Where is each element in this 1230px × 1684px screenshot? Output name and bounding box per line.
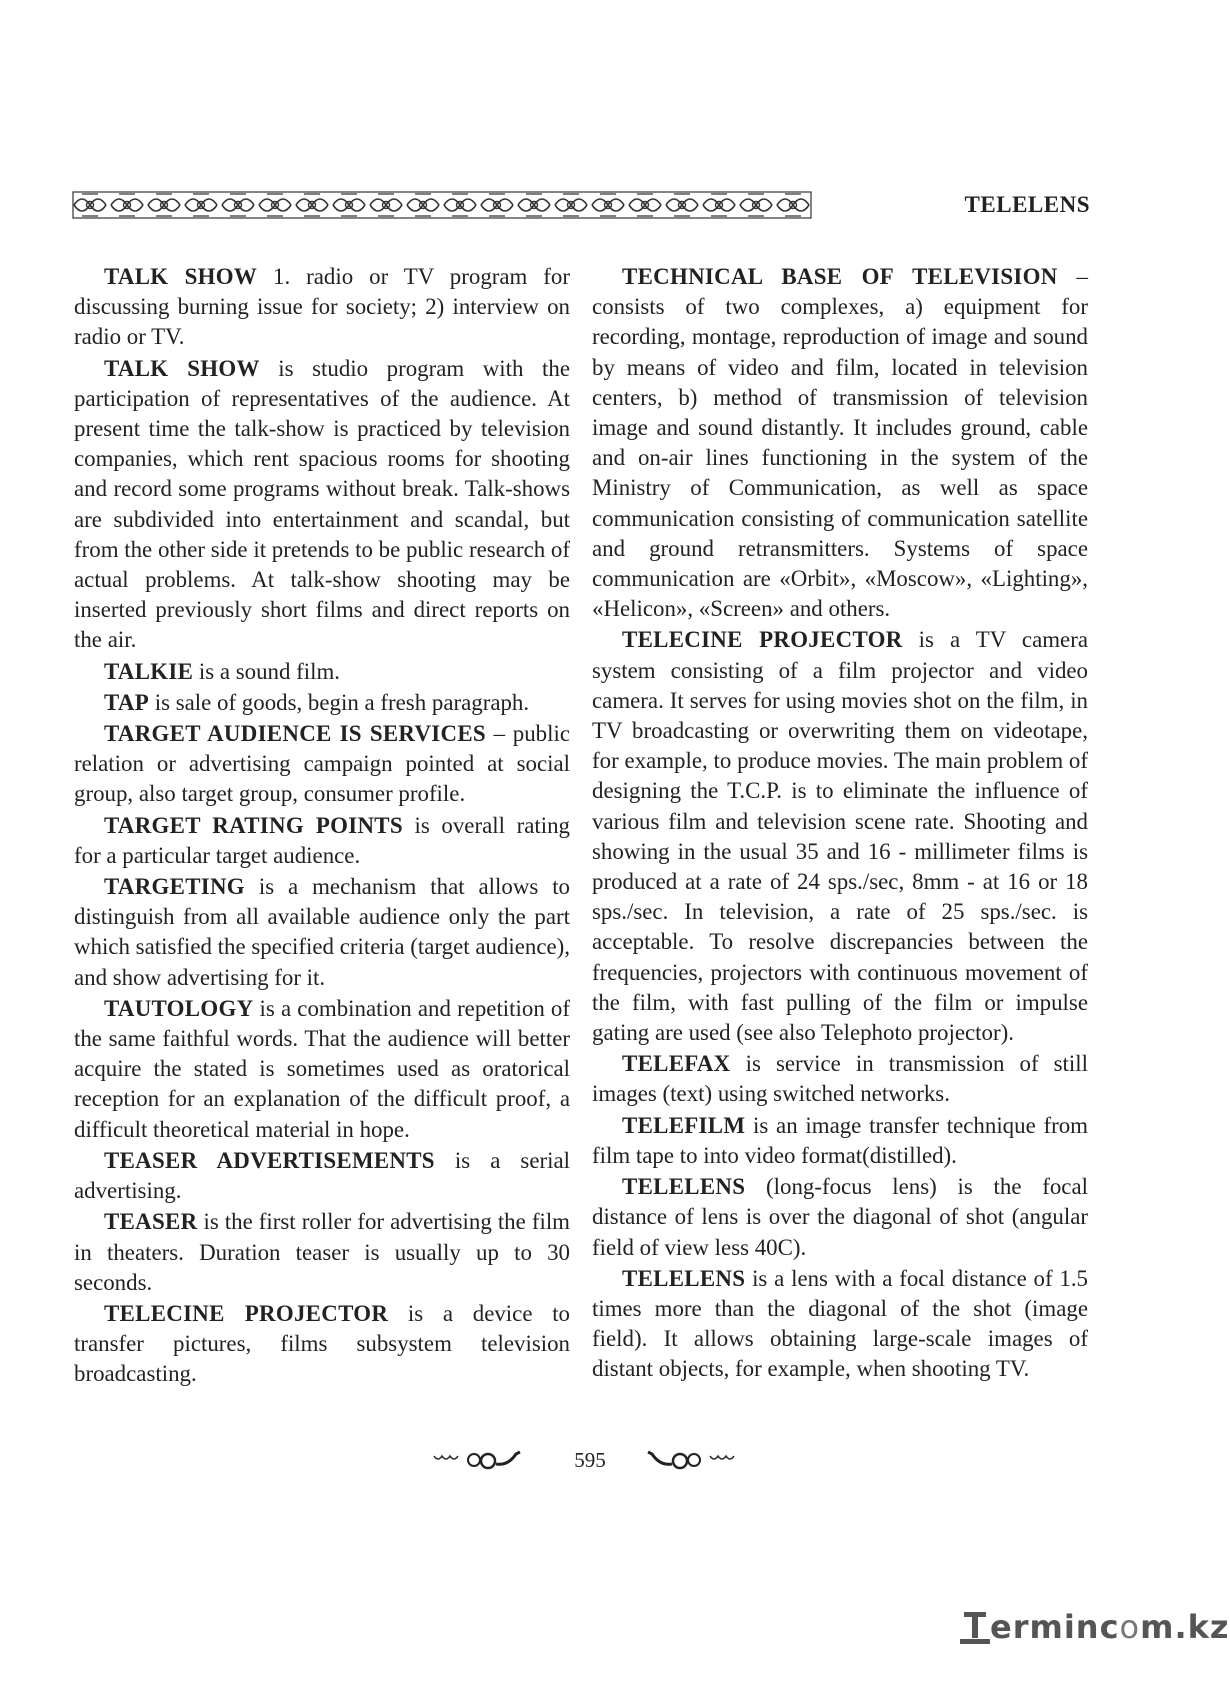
dictionary-entry (74, 872, 570, 993)
entry-term: TELECINE PROJECTOR (622, 627, 903, 653)
entry-term: TARGETING (104, 874, 245, 900)
decorative-header-border (72, 190, 812, 220)
dictionary-entry (74, 719, 570, 810)
dictionary-entry (592, 1172, 1088, 1263)
left-column (74, 262, 570, 1391)
dictionary-entry (592, 625, 1088, 1048)
dictionary-entry (74, 688, 570, 718)
watermark-magnifier-icon: o (1119, 1608, 1141, 1646)
entry-definition: is a serial advertising. (74, 1147, 570, 1204)
left-flourish-icon (430, 1448, 530, 1474)
watermark-text-3: m.kz (1140, 1608, 1230, 1646)
terminkom-watermark-logo (960, 1608, 1230, 1654)
watermark-text-2: c (1099, 1608, 1120, 1646)
entry-definition: is studio program with the participation of representatives of the audience. At present time the talk-show is practiced by television companies, which rent spacious rooms for shooting and record some programs without break. Talk-shows are subdivided into entertainment and scandal, but from the other side it pretends to be public research of actual problems. At talk-show shooting may be inserted previously short films and direct reports on the air. (74, 355, 570, 653)
entry-term: TECHNICAL BASE OF TELEVISION (622, 264, 1058, 289)
page-number: 595 (574, 1448, 606, 1472)
entry-term: TEASER (104, 1209, 198, 1235)
entry-term: TELECINE PROJECTOR (104, 1300, 389, 1326)
entry-term: TEASER ADVERTISEMENTS (104, 1147, 435, 1173)
dictionary-entry (74, 1207, 570, 1298)
entry-term: TELEFAX (622, 1051, 731, 1077)
entry-definition: is a lens with a focal distance of 1.5 times more than the diagonal of the shot (image field). It allows obtaining large-scale images of distant objects, for example, when shooting TV. (592, 1265, 1088, 1382)
entry-definition: 1. radio or TV program for discussing burning issue for society; 2) interview on radio or TV. (74, 264, 570, 350)
running-head: TELELENS (964, 192, 1090, 217)
entry-term: TALK SHOW (104, 264, 258, 289)
dictionary-entry (74, 262, 570, 353)
entry-definition: is sale of goods, begin a fresh paragraph. (148, 689, 530, 715)
dictionary-entry (74, 657, 570, 687)
dictionary-entry (74, 1146, 570, 1206)
dictionary-entry (74, 994, 570, 1145)
right-column (592, 262, 1088, 1386)
page-footer (430, 1442, 750, 1482)
dictionary-entry (592, 1111, 1088, 1171)
right-flourish-icon (638, 1448, 738, 1474)
entry-term: TARGET RATING POINTS (104, 812, 403, 838)
entry-term: TARGET AUDIENCE IS SERVICES (104, 721, 486, 747)
entry-term: TAUTOLOGY (104, 995, 254, 1021)
dictionary-entry (592, 1264, 1088, 1385)
t-logo-icon (960, 1608, 990, 1644)
entry-term: TELEFILM (622, 1112, 746, 1138)
entry-definition: is an image transfer technique from film tape to into video format(distilled). (592, 1112, 1088, 1168)
entry-definition: is a combination and repetition of the same faithful words. That the audience will better acquire the stated is sometimes used as oratorical reception for an explanation of the difficult proof, a difficult theoretical material in hope. (74, 995, 570, 1142)
watermark-text-1: ermin (990, 1608, 1100, 1646)
ornament-band-icon (72, 190, 812, 220)
dictionary-entry (592, 262, 1088, 624)
entry-definition: is a sound film. (193, 658, 341, 684)
entry-term: TALKIE (104, 658, 194, 684)
entry-definition: is a mechanism that allows to distinguish from all available audience only the part which satisfied the specified criteria (target audience), and show advertising for it. (74, 874, 570, 990)
entry-term: TALK SHOW (104, 355, 260, 381)
entry-definition: (long-focus lens) is the focal distance of lens is over the diagonal of shot (angular field of view less 40C). (592, 1174, 1088, 1260)
entry-term: TAP (104, 689, 149, 715)
entry-term: TELELENS (622, 1174, 746, 1200)
entry-definition: – public relation or advertising campaign pointed at social group, also target group, consumer profile. (74, 721, 570, 807)
dictionary-entry (74, 1299, 570, 1390)
entry-definition: is overall rating for a particular target audience. (74, 812, 570, 868)
entry-definition: is a TV camera system consisting of a film projector and video camera. It serves for using movies shot on the film, in TV broadcasting or overwriting them on videotape, for example, to produce movies. The main problem of designing the T.C.P. is to eliminate the influence of various film and television scene rate. Shooting and showing in the usual 35 and 16 - millimeter films is produced at a rate of 24 sps./sec, 8mm - at 16 or 18 sps./sec. In television, a rate of 25 sps./sec. is acceptable. To resolve discrepancies between the frequencies, projectors with continuous movement of the film, with fast pulling of the film or impulse gating are used (see also Telephoto projector). (592, 627, 1088, 1046)
entry-definition: is the first roller for advertising the film in theaters. Duration teaser is usually up to 30 seconds. (74, 1209, 570, 1295)
entry-definition: is a device to transfer pictures, films subsystem television broadcasting. (74, 1300, 571, 1387)
dictionary-entry (74, 354, 570, 656)
entry-definition: – consists of two complexes, a) equipment for recording, montage, reproduction of image and sound by means of video and film, located in television centers, b) method of transmission of television image and sound distantly. It includes ground, cable and on-air lines functioning in the system of the Ministry of Communication, as well as space communication consisting of communication satellite and ground retransmitters. Systems of space communication are «Orbit», «Moscow», «Lighting», «Helicon», «Screen» and others. (592, 264, 1088, 622)
dictionary-entry (74, 811, 570, 871)
entry-definition: is service in transmission of still images (text) using switched networks. (592, 1051, 1088, 1107)
dictionary-entry (592, 1049, 1088, 1109)
entry-term: TELELENS (622, 1265, 746, 1291)
